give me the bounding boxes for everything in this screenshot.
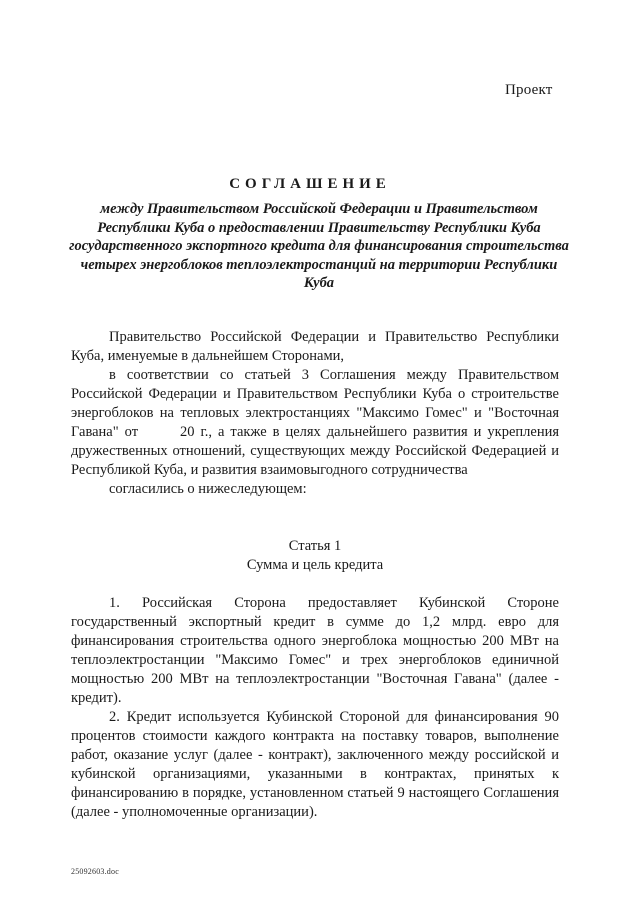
preamble: [71, 328, 559, 499]
article-heading: Сумма и цель кредита: [246, 557, 384, 573]
article-clause-1: 1. Российская Сторона предоставляет Кубинской Стороне государственный экспортный кредит в сумме до 1,2 млрд. евро для финансирования строительства одного энергоблока мощностью 200 МВт на теплоэлектростанции "Максимо Гомес" и трех энергоблоков единичной мощностью 200 МВт на теплоэлектростанции "Восточная Гавана" (далее - кредит).: [71, 595, 559, 706]
draft-label: Проект: [505, 82, 553, 98]
document-subtitle: между Правительством Российской Федерации и Правительством Республики Куба о предоставлении Правительству Республики Куба государственного экспортного кредита для финансирования строительства четырех энергоблоков теплоэлектростанций на территории Республики Куба: [69, 201, 569, 291]
preamble-paragraph-agreed: согласились о нижеследующем:: [109, 481, 307, 497]
article-number: Статья 1: [288, 538, 342, 554]
preamble-paragraph-basis: [71, 366, 559, 480]
preamble-paragraph-parties: Правительство Российской Федерации и Правительство Республики Куба, именуемые в дальнейшем Сторонами,: [71, 329, 559, 364]
preamble-basis-text: в соответствии со статьей 3 Соглашения между Правительством Российской Федерации и Правительством Республики Куба о строительстве энергоблоков на тепловых электростанциях "Максимо Гомес" и "Восточная Гавана" от: [71, 367, 559, 440]
article-clause-2: 2. Кредит используется Кубинской Стороной для финансирования 90 процентов стоимости каждого контракта на поставку товаров, выполнение работ, оказание услуг (далее - контракт), заключенного между российской и кубинской организациями, указанными в контрактах, принятых к финансированию в порядке, установленном статьей 9 настоящего Соглашения (далее - уполномоченные организации).: [71, 709, 559, 820]
article-body: [71, 594, 559, 822]
preamble-basis-continuation: 20 г., а также в целях дальнейшего развития и укрепления дружественных отношений, существующих между Российской Федерацией и Республикой Куба, и развития взаимовыгодного сотрудничества: [71, 424, 560, 478]
document-title: СОГЛАШЕНИЕ: [229, 176, 391, 192]
footer-file-name: 25092603.doc: [71, 867, 119, 876]
